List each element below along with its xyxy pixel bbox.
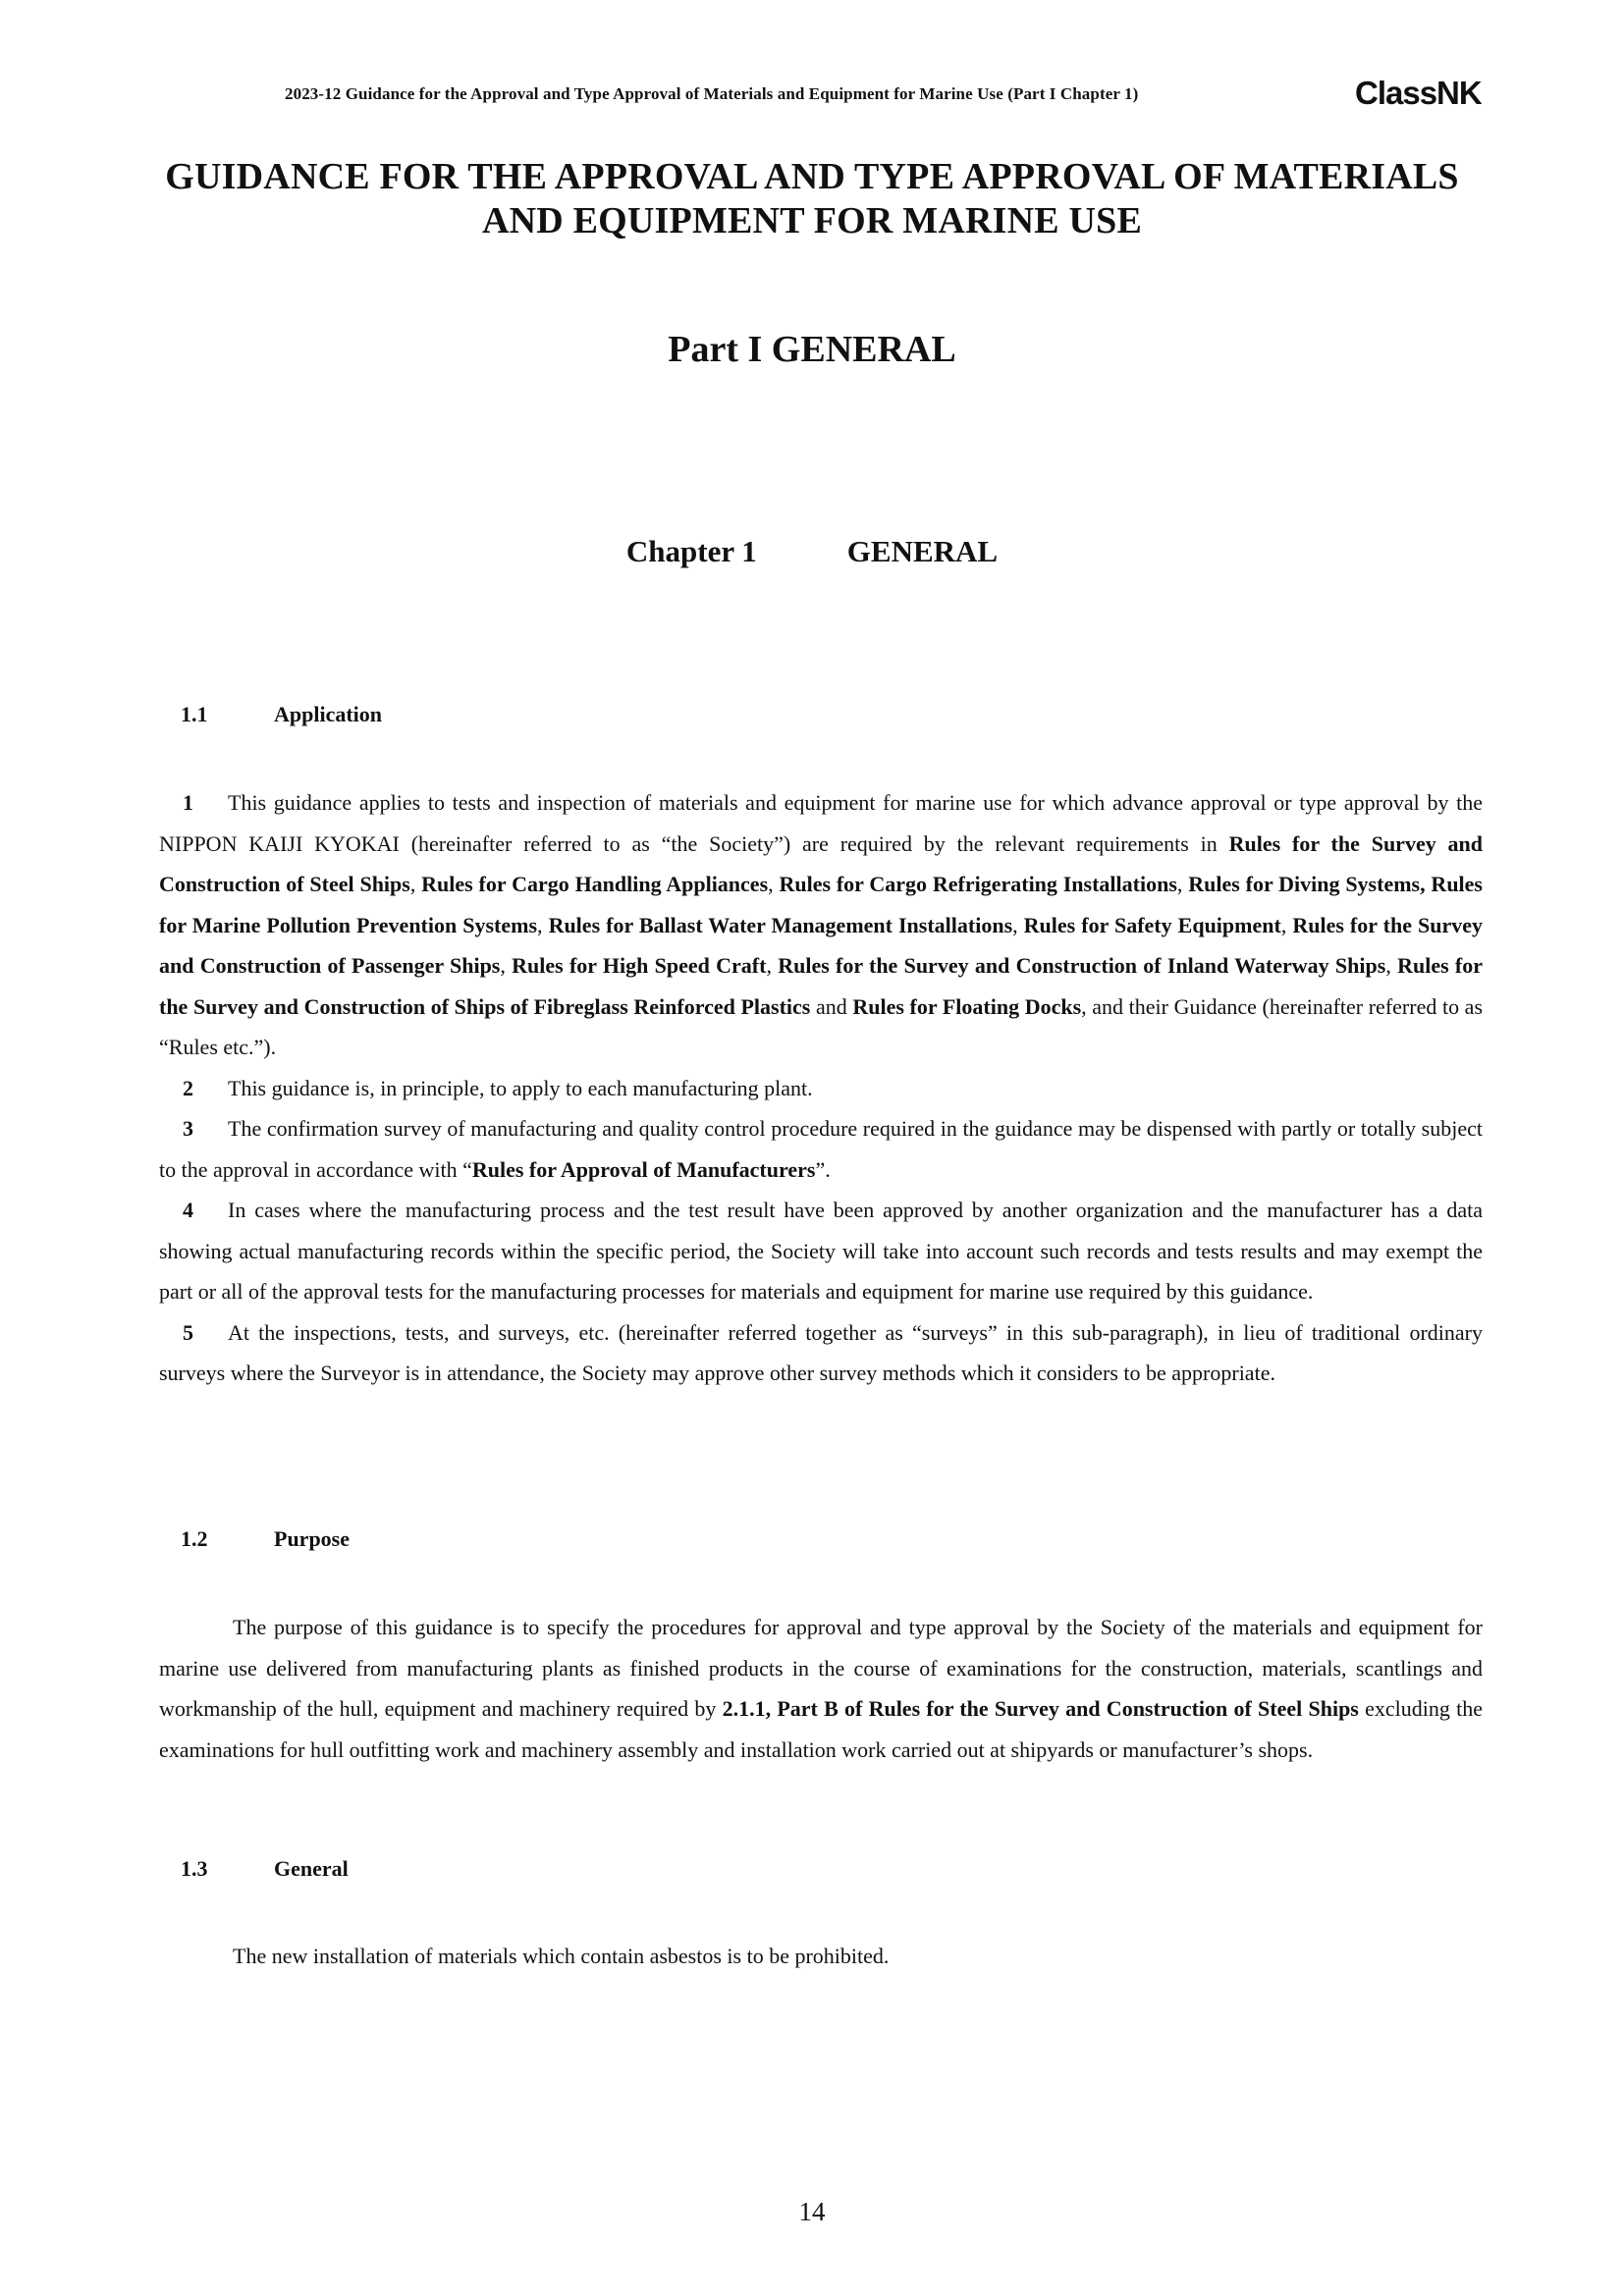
paragraph-number: 4	[183, 1198, 193, 1222]
section-number: 1.3	[181, 1856, 208, 1881]
purpose-paragraph	[159, 1607, 1483, 1770]
section-body-purpose	[159, 1607, 1483, 1770]
paragraph-text: This guidance applies to tests and inspection of materials and equipment for marine use for which advance approval or type approval by the NIPPON KAIJI KYOKAI (hereinafter referred to as “the Society”) are required by the relevant requirements in	[159, 790, 1483, 856]
section-title: General	[274, 1856, 349, 1881]
paragraph-text: At the inspections, tests, and surveys, etc. (hereinafter referred together as “surveys” in this sub-paragraph), in lieu of traditional ordinary surveys where the Surveyor is in attendance, the Society may approve other survey methods which it considers to be appropriate.	[159, 1319, 1483, 1385]
section-body-general	[159, 1936, 1483, 1977]
running-header: 2023-12 Guidance for the Approval and Type Approval of Materials and Equipment for Marine Use (Part I Chapter 1)	[285, 84, 1139, 103]
section-heading-application	[181, 702, 382, 727]
paragraph-number: 5	[183, 1319, 193, 1345]
document-title	[147, 155, 1477, 243]
rule-reference: Rules for the Survey and Construction of Steel Ships	[159, 830, 1484, 896]
paragraph-text: and	[810, 993, 853, 1019]
rule-reference: Rules for Diving Systems, Rules for Marine Pollution Prevention Systems	[159, 872, 1483, 937]
paragraph-5	[159, 1312, 1483, 1394]
chapter-title	[0, 534, 1624, 569]
paragraph-number: 3	[183, 1116, 193, 1141]
paragraph-text: ,	[537, 912, 549, 937]
rule-reference: Rules for Floating Docks	[852, 993, 1082, 1019]
paragraph-text: ,	[500, 953, 513, 978]
classnk-logo: ClassNK	[1355, 75, 1482, 111]
paragraph-text: ,	[409, 872, 422, 896]
section-number: 1.2	[181, 1526, 208, 1551]
rule-reference: Rules for Ballast Water Management Installations	[548, 912, 1013, 937]
document-title-line-2: AND EQUIPMENT FOR MARINE USE	[481, 200, 1143, 241]
rule-reference: Rules for the Survey and Construction of Ships of Fibreglass Reinforced Plastics	[159, 953, 1483, 1019]
paragraph-3	[159, 1108, 1483, 1190]
paragraph-text: The purpose of this guidance is to specify the procedures for approval and type approval by the Society of the materials and equipment for marine use delivered from manufacturing plants as finished products in the course of examinations for the construction, materials, scantlings and workmanship of the hull, equipment and machinery required by	[159, 1615, 1483, 1721]
section-heading-general	[181, 1856, 349, 1882]
section-body-application	[159, 782, 1483, 1394]
paragraph-text: ,	[768, 872, 780, 896]
paragraph-4	[159, 1190, 1483, 1312]
rule-reference: Rules for Approval of Manufacturers	[471, 1156, 816, 1182]
chapter-name: GENERAL	[846, 534, 999, 568]
paragraph-text: ,	[766, 953, 779, 978]
paragraph-text: ,	[1385, 953, 1398, 978]
paragraph-text: ,	[1280, 912, 1293, 937]
rule-reference: Rules for the Survey and Construction of Inland Waterway Ships	[778, 953, 1386, 978]
paragraph-text: excluding the examinations for hull outfitting work and machinery assembly and installation work carried out at shipyards or manufacturer’s shops.	[159, 1696, 1483, 1762]
paragraph-number: 1	[183, 790, 193, 815]
section-heading-purpose	[181, 1526, 350, 1552]
rule-reference: Rules for Cargo Refrigerating Installations	[779, 872, 1177, 896]
general-paragraph: The new installation of materials which contain asbestos is to be prohibited.	[233, 1944, 890, 1968]
part-title: Part I GENERAL	[668, 329, 956, 370]
rule-reference: Rules for the Survey and Construction of Passenger Ships	[159, 912, 1484, 978]
rule-reference: 2.1.1, Part B of Rules for the Survey and Construction of Steel Ships	[722, 1696, 1359, 1721]
paragraph-1	[159, 782, 1483, 1068]
section-number: 1.1	[181, 702, 208, 726]
chapter-label: Chapter 1	[625, 534, 757, 568]
paragraph-text: In cases where the manufacturing process and the test result have been approved by another organization and the manufacturer has a data showing actual manufacturing records within the specific period, the Society will take into account such records and tests results and may exempt the part or all of the approval tests for the manufacturing processes for materials and equipment for marine use required by this guidance.	[159, 1198, 1483, 1304]
paragraph-number: 2	[183, 1075, 193, 1100]
paragraph-text: ,	[1176, 872, 1189, 896]
section-title: Purpose	[274, 1526, 350, 1551]
page-number: 14	[798, 2197, 826, 2226]
paragraph-2	[159, 1068, 1483, 1109]
rule-reference: Rules for Cargo Handling Appliances	[421, 872, 769, 896]
paragraph-text: , and their Guidance (hereinafter referred to as “Rules etc.”).	[159, 993, 1484, 1059]
paragraph-text: The confirmation survey of manufacturing and quality control procedure required in the guidance may be dispensed with partly or totally subject to the approval in accordance with “	[159, 1116, 1483, 1182]
rule-reference: Rules for Safety Equipment	[1023, 912, 1281, 937]
rule-reference: Rules for High Speed Craft	[512, 953, 767, 978]
paragraph-text: ”.	[815, 1156, 831, 1182]
paragraph-text: ,	[1012, 912, 1024, 937]
paragraph-text: This guidance is, in principle, to apply to each manufacturing plant.	[228, 1075, 813, 1100]
section-title: Application	[274, 702, 383, 726]
document-title-line-1: GUIDANCE FOR THE APPROVAL AND TYPE APPROVAL OF MATERIALS	[165, 156, 1459, 197]
